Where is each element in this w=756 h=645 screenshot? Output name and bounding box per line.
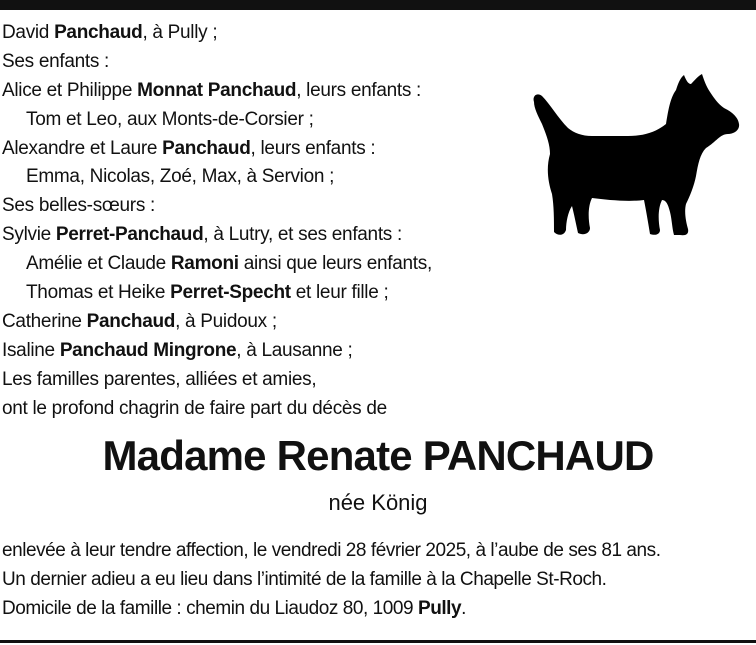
family-name: Panchaud Mingrone [59,339,237,361]
family-line [2,279,522,308]
family-name: Pully [417,597,462,619]
line-text: Ses enfants : [2,50,110,72]
maiden-name: née König [328,490,428,515]
deceased-name: Madame Renate PANCHAUD [102,432,654,479]
family-line [2,77,522,106]
line-text: Ses belles-sœurs : [2,195,155,217]
line-text: Amélie et Claude [26,253,171,275]
closing-line [2,593,754,622]
line-text: Isaline [2,339,60,361]
top-rule [0,0,756,10]
family-name: Panchaud [86,310,176,332]
line-text: , à Lausanne ; [236,339,353,361]
line-text: ont le profond chagrin de faire part du décès de [2,397,387,419]
line-text: Alice et Philippe [2,79,138,101]
line-text: David [2,22,55,43]
line-text: enlevée à leur tendre affection, le vendredi 28 février 2025, à l’aube de ses 81 ans. [2,540,661,561]
family-name: Monnat Panchaud [137,79,297,101]
family-line [2,337,522,366]
closing-line [2,564,754,593]
line-text: Alexandre et Laure [2,137,163,159]
line-text: Les familles parentes, alliées et amies, [2,368,317,390]
line-text: Domicile de la famille : chemin du Liaudoz 80, 1009 [2,597,418,619]
family-line [2,163,522,192]
closing-line [2,535,754,564]
family-name: Perret-Specht [170,282,291,304]
family-line [2,19,522,48]
family-line [2,308,522,337]
line-text: Tom et Leo, aux Monts-de-Corsier ; [26,108,314,130]
line-text: et leur fille ; [290,282,389,304]
family-line [2,395,522,424]
line-text: Un dernier adieu a eu lieu dans l’intimité de la famille à la Chapelle St-Roch. [2,568,607,590]
bottom-rule [0,640,756,643]
family-name: Panchaud [162,137,251,159]
family-line [2,192,522,221]
family-line [2,250,522,279]
family-name: Panchaud [54,22,143,43]
line-text: , à Pully ; [142,22,218,43]
family-line [2,366,522,395]
family-line [2,221,522,250]
family-name: Perret-Panchaud [55,224,204,246]
line-text: Thomas et Heike [26,282,171,304]
line-text: , leurs enfants : [250,137,376,159]
line-text: , à Lutry, et ses enfants : [203,224,402,246]
family-name: Ramoni [170,253,239,275]
family-line [2,48,522,77]
line-text: Sylvie [2,224,56,246]
family-list [2,19,522,423]
family-line [2,106,522,135]
line-text: , leurs enfants : [296,79,422,101]
line-text: . [461,597,466,619]
family-line [2,135,522,164]
closing-text [2,535,754,622]
line-text: ainsi que leurs enfants, [238,253,432,275]
line-text: Catherine [2,310,87,332]
line-text: Emma, Nicolas, Zoé, Max, à Servion ; [26,166,335,188]
dog-silhouette-icon [528,72,742,240]
line-text: , à Puidoux ; [175,310,277,332]
